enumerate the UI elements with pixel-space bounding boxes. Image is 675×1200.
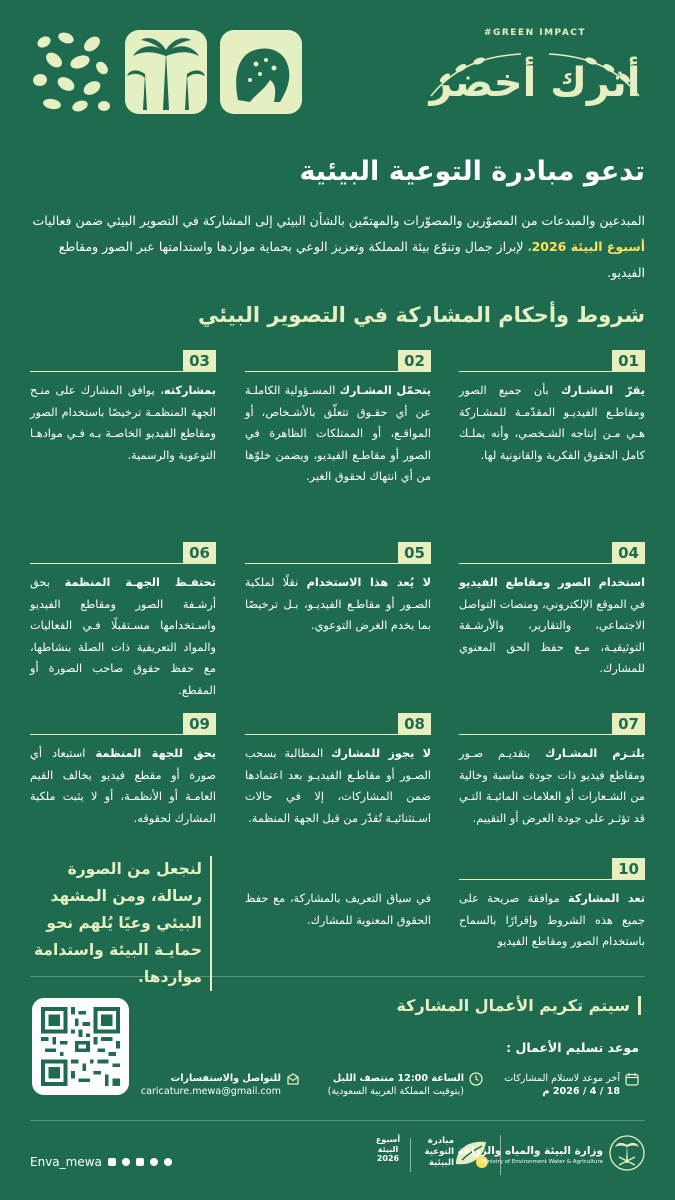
term-text: في سياق التعريف بالمشاركة، مع حفظ الحقوق المعنوية للمشارك. (245, 892, 431, 927)
contact-info (140, 1072, 300, 1098)
footer-divider (30, 1120, 645, 1121)
youtube-icon[interactable] (108, 1158, 116, 1166)
term-card-09 (30, 713, 216, 829)
term-number: 08 (398, 713, 431, 735)
clock-icon (469, 1072, 483, 1090)
term-text: يلتـزم المشـارك بتقديـم صـور ومقاطع فيديو ذات جودة مناسبة وخالية من الشـعارات أو العلامات المائيـة التـي قد تؤثـر على جودة العرض أو التقييم. (459, 747, 646, 825)
term-number: 09 (183, 713, 216, 735)
x-icon[interactable] (122, 1158, 130, 1166)
social-handle[interactable] (30, 1155, 172, 1169)
time-label: الساعة 12:00 منتصف الليل (332, 1073, 464, 1084)
term-number: 06 (183, 542, 216, 564)
term-text: بمشاركته، يوافق المشارك على منـح الجهة المنظمـة ترخيصًا باستخدام الصور ومقاطع الفيديو الخاصـة بـه فـي موادهـا التوعوية والرسمية. (30, 384, 216, 462)
week-year: 2026 (376, 1154, 400, 1163)
handle-text: Enva_mewa (30, 1155, 102, 1169)
page-title: تدعو مبادرة التوعية البيئية (299, 156, 645, 187)
term-number: 01 (612, 350, 645, 372)
snapchat-icon[interactable] (150, 1158, 158, 1166)
instagram-icon[interactable] (136, 1158, 144, 1166)
qr-code[interactable] (32, 998, 129, 1095)
term-card-02 (245, 350, 431, 488)
intro-text-1: المبدعين والمبدعات من المصوّرين والمصوّرات والمهتمّين بالشأن البيئي إلى المشاركة في التصوير البيئي ضمن فعاليات (32, 213, 645, 228)
intro-highlight: أسبوع البيئة 2026 (531, 239, 645, 254)
honor-heading: سيتم تكريم الأعمال المشاركة (396, 996, 641, 1015)
ministry-logo (458, 1133, 645, 1177)
section-divider (30, 976, 645, 977)
week-line-1: أسبوع (375, 1135, 401, 1144)
closing-quote: لنجعل من الصورة رسالة، ومن المشهد البيئي وعيًا يُلهم نحو حمايـة البيئة واستدامة مواردها. (32, 856, 212, 991)
term-number: 04 (612, 542, 645, 564)
term-card-04 (459, 542, 645, 680)
ministry-name-en: Ministry of Environment Water & Agriculture (481, 1159, 603, 1165)
intro-text-2: ، لإبراز جمال وتنوّع بيئة المملكة وتعزيز الوعي بحماية مواردها واستدامتها عبر الصور ومقاطع الفيديو. (58, 239, 645, 280)
leaf-pattern-icon (30, 30, 112, 114)
term-number: 07 (612, 713, 645, 735)
term-card-03 (30, 350, 216, 466)
term-text: تعد المشاركة موافقة صريحة على جميع هذه الشروط وإقرارًا بالسماح باستخدام الصور ومقاطع الفيديو (459, 892, 645, 948)
term-card-05 (245, 542, 431, 637)
week-line-2: البيئة (377, 1144, 399, 1154)
term-number: 05 (398, 542, 431, 564)
term-text: استخدام الصور ومقاطع الفيديو في الموقع الإلكتروني، ومنصات التواصل الاجتماعي، والتقارير، والأرشـفة التوثيقيـة، مـع حفظ الحق المعنوي للمشارك. (458, 576, 645, 675)
term-card-06 (30, 542, 216, 701)
term-card-08 (245, 713, 431, 829)
initiative-logo-text: مبادرة التوعية البيئية (424, 1136, 454, 1168)
term-card-01 (459, 350, 645, 466)
campaign-tag: #GREEN IMPACT (483, 28, 587, 38)
term-number: 10 (612, 858, 645, 880)
contact-label: للتواصل والاستفسارات (170, 1073, 281, 1084)
time-info (313, 1072, 483, 1098)
delivery-label: موعد تسليم الأعمال : (506, 1040, 639, 1055)
week-logo (368, 1135, 408, 1164)
mail-icon (286, 1072, 300, 1090)
term-text: تحتفـظ الجهـة المنظمة بحق أرشـفة الصور ومقاطع الفيديو واسـتخدامها مسـتقبلًا فـي الفعاليات والمواد التعريفية ذات الصلة بنشاطها، مع حفظ حقوق صاحب الصورة أو المقطع. (30, 576, 217, 697)
deadline-date: 18 / 4 / 2026 م (542, 1086, 620, 1097)
deadline-info (499, 1072, 639, 1098)
time-note: (بتوقيت المملكة العربية السعودية) (327, 1086, 464, 1097)
term-number: 02 (398, 350, 431, 372)
terms-heading: شروط وأحكام المشاركة في التصوير البيئي (198, 303, 645, 327)
intro-paragraph (30, 208, 645, 286)
term-text: يحق للجهة المنظمة استبعاد أي صورة أو مقطع فيديو يخالف القيم العامـة أو الأنظمـة، أو لا يثبت ملكية المشارك لحقوقه. (30, 747, 216, 825)
animal-icon (220, 30, 302, 114)
calendar-icon (625, 1072, 639, 1090)
palm-trees-icon (125, 30, 207, 114)
term-text: يتحمّل المشـارك المسـؤولية الكاملـة عن أي حقـوق تتعلّق بالأشـخاص، أو المواقـع، أو الممتلكات الظاهرة في الصور أو مقاطـع الفيديو، ويضمن خلوّها من أي انتهاك لحقوق الغير. (245, 384, 431, 483)
term-text: يقرّ المشـارك بأن جميع الصور ومقاطـع الفيديـو المقدّمـة للمشـاركة هـي مـن إنتاجه الشـخصي، وأنه يملـك كامل الحقوق الفكرية والقانونية لها. (459, 384, 645, 462)
term-text: لا يجوز للمشارك المطالبة بسحب الصـور أو مقاطـع الفيديـو بعد اعتمادها ضمن المشاركات، إلا في حالات اسـتثنائيـة تُقدّر من قبل الجهة المنظمة. (245, 747, 431, 825)
term-number: 03 (183, 350, 216, 372)
term-card-10 (459, 858, 645, 953)
footer-logo-divider (410, 1138, 411, 1172)
term-10-continuation (245, 880, 431, 931)
campaign-logo-text: أثرك أخضر (429, 60, 641, 106)
ministry-name-ar: وزارة البيئة والمياه والزراعة (457, 1145, 603, 1157)
facebook-icon[interactable] (164, 1158, 172, 1166)
deadline-label: آخر موعد لاستلام المشاركات (504, 1073, 620, 1084)
contact-email[interactable]: caricature.mewa@gmail.com (140, 1086, 281, 1097)
term-card-07 (459, 713, 645, 829)
term-text: لا يُعد هذا الاستخدام نقلًا لملكية الصـور أو مقاطـع الفيديـو، بـل ترخيصًا بما يخدم الغرض التوعوي. (245, 576, 431, 632)
campaign-logo (425, 26, 645, 130)
palm-emblem-icon (609, 1133, 645, 1177)
